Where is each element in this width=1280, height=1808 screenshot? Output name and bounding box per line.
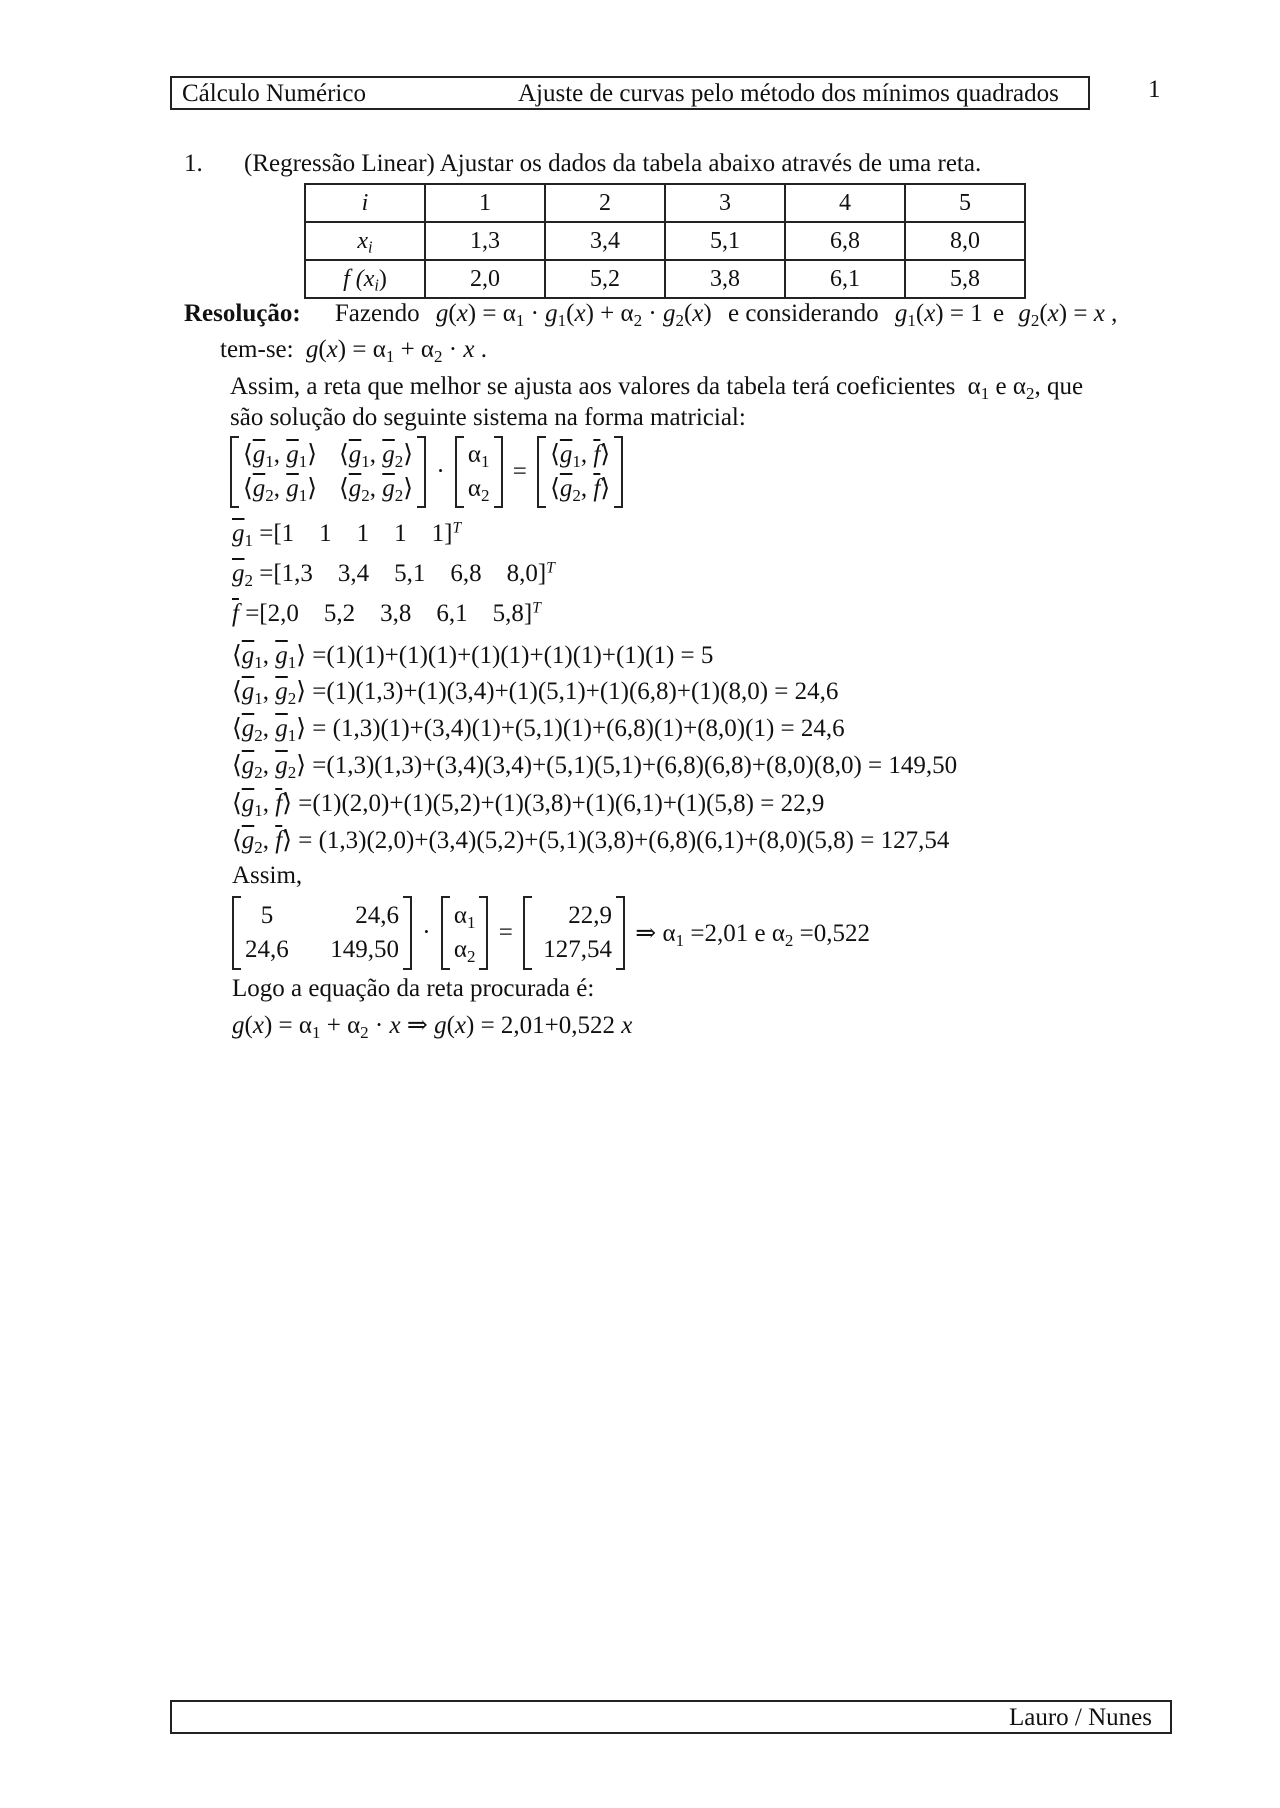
table-cell: 5,1 (665, 222, 785, 260)
inner-product-g2g2: $⟨\overline{g}_2$, $\overline{g}_2⟩ =(1,3)(1,3)+(3,4)(3,4)+(5,1)(5,1)+(6,8)(6,8)+(8,0)(8,0) = 149,50$ (232, 752, 958, 782)
inner-product-g2g1: $⟨\overline{g}_2$, $\overline{g}_1⟩ = (1,3)(1)+(3,4)(1)+(5,1)(1)+(6,8)(1)+(8,0)(1) = 24,6$ (232, 715, 845, 745)
numeric-matrix-system: 5 24,6 24,6 149,50 · $\alpha_1$ $\alpha_2$ = 22,9 127,54 ⇒ $\alpha_1 =2,01$ e $\alpha_2 =0,522$ (232, 896, 874, 970)
inner-product-g1f-value: =(1)(2,0)+(1)(5,2)+(1)(3,8)+(1)(6,1)+(1)(5,8) = 22,9 (298, 790, 825, 817)
row-label-f-sub: i (374, 275, 379, 295)
header-box (170, 76, 1090, 110)
general-model-equation: $g(x) = \alpha_1 \cdot g_1(x) + \alpha_2 \cdot g_2(x)$ (435, 300, 712, 330)
alpha1-value: =2,01 (690, 920, 749, 947)
row-label-f-text: f (x (343, 265, 375, 292)
matrix-a11: 5 (260, 902, 274, 929)
row-label-x-text: x (357, 227, 369, 254)
alpha2-value: =0,522 (799, 920, 871, 947)
inner-product-g1f: $⟨\overline{g}_1$, $\overline{f}⟩ =(1)(2,0)+(1)(5,2)+(1)(3,8)+(1)(6,1)+(1)(5,8) = 22,9$ (232, 790, 825, 820)
table-cell: 2 (545, 184, 665, 222)
matrix-a12: 24,6 (355, 902, 399, 929)
result-e: e (754, 920, 766, 947)
table-cell: 3,8 (665, 260, 785, 298)
problem-statement: (Regressão Linear) Ajustar os dados da tabela abaixo através de uma reta. (244, 150, 982, 177)
page-number: 1 (1148, 76, 1161, 103)
alpha-vector: $\alpha_1$ $\alpha_2$ (455, 436, 503, 508)
transpose-mark: T (452, 519, 462, 537)
alpha-symbols: $\alpha_1$ e $\alpha_2$ (967, 373, 1035, 403)
left-bracket (230, 436, 239, 508)
numeric-rhs-vector (523, 896, 625, 970)
resolution-considerando: e considerando (727, 300, 879, 327)
final-equation-result: = 2,01+0,522 (480, 1012, 616, 1039)
table-cell: 2,0 (425, 260, 545, 298)
table-cell: 1 (425, 184, 545, 222)
inner-product-g1g2-value: =(1)(1,3)+(1)(3,4)+(1)(5,1)+(1)(6,8)+(1)(8,0) = 24,6 (312, 678, 839, 705)
row-label-f (305, 260, 425, 298)
temse-line (220, 336, 487, 364)
topic-title: Ajuste de curvas pelo método dos mínimos quadrados (518, 80, 1059, 107)
linear-model-equation: $g(x) = \alpha_1 + \alpha_2 \cdot x$ . (305, 336, 487, 366)
table-cell: 8,0 (905, 222, 1025, 260)
vector-g1-value: =[1 1 1 1 1] (259, 520, 453, 547)
gram-matrix: $⟨\overline{g}_1$, $\overline{g}_1⟩$ $⟨\overline{g}_1$, $\overline{g}_2⟩$ $⟨\overline{g}_2$, $\overline{g}_1⟩$ $⟨\overline{g}_2$, $\overline{g}_2⟩$ (230, 436, 426, 508)
assim-paragraph-2: são solução do seguinte sistema na forma matricial: (230, 404, 746, 431)
inner-product-g1g2: $⟨\overline{g}_1$, $\overline{g}_2⟩ =(1)(1,3)+(1)(3,4)+(1)(5,1)+(1)(6,8)+(1)(8,0) = 24,6$ (232, 678, 839, 708)
inner-product-g2f-value: = (1,3)(2,0)+(3,4)(5,2)+(5,1)(3,8)+(6,8)(6,1)+(8,0)(5,8) = 127,54 (298, 827, 950, 854)
numeric-alpha-vector: $\alpha_1$ $\alpha_2$ (441, 896, 489, 970)
assim-label: Assim, (232, 862, 303, 889)
vector-f-value: =[2,0 5,2 3,8 6,1 5,8] (245, 600, 533, 627)
rhs-b1: 22,9 (568, 902, 613, 929)
table-row-x (305, 222, 1025, 260)
table-cell: 3,4 (545, 222, 665, 260)
inner-product-g2g1-value: = (1,3)(1)+(3,4)(1)+(5,1)(1)+(6,8)(1)+(8,0)(1) = 24,6 (312, 715, 845, 742)
inner-product-g2g2-value: =(1,3)(1,3)+(3,4)(3,4)+(5,1)(5,1)+(6,8)(6,8)+(8,0)(8,0) = 149,50 (312, 752, 958, 779)
resolution-e: e (992, 300, 1005, 327)
matrix-a21: 24,6 (245, 936, 289, 963)
table-cell: 4 (785, 184, 905, 222)
table-cell: 1,3 (425, 222, 545, 260)
matrix-a22: 149,50 (330, 936, 399, 963)
implies-result: ⇒ $\alpha_1 =2,01$ e $\alpha_2 =0,522$ (635, 920, 871, 950)
resolution-line (184, 300, 1117, 328)
footer-box (170, 1700, 1172, 1734)
table-row-f (305, 260, 1025, 298)
data-table (304, 183, 1026, 299)
table-row-i (305, 184, 1025, 222)
course-title: Cálculo Numérico (182, 80, 366, 107)
table-cell: 6,8 (785, 222, 905, 260)
resolution-fazendo: Fazendo (334, 300, 420, 327)
assim-text-1: Assim, a reta que melhor se ajusta aos valores da tabela terá coeficientes (230, 373, 956, 400)
problem-number: 1. (184, 150, 203, 177)
table-cell: 5,2 (545, 260, 665, 298)
vector-g2: $\overline{g}_2 =[1,3$ 3,4 5,1 6,8 8,0]$^T$ (232, 559, 555, 590)
logo-label: Logo a equação da reta procurada é: (232, 975, 595, 1002)
inner-product-g2f: $⟨\overline{g}_2$, $\overline{f}⟩ = (1,3)(2,0)+(3,4)(5,2)+(5,1)(3,8)+(6,8)(6,1)+(8,0)(5,8) = 127,54$ (232, 827, 950, 857)
g1-definition: $g_1(x) = 1$ (894, 300, 983, 330)
assim-text-que: , que (1034, 373, 1084, 400)
symbolic-matrix-system: $⟨\overline{g}_1$, $\overline{g}_1⟩$ $⟨\overline{g}_1$, $\overline{g}_2⟩$ $⟨\overline{g}_2$, $\overline{g}_1⟩$ $⟨\overline{g}_2$, $\overline{g}_2⟩$ · $\alpha_1$ $\alpha_2$ = $⟨\overline{g}_1$, $\overline{f}⟩$ $⟨\overline{g}_2$, $\overline{f}⟩$ (230, 436, 623, 508)
transpose-mark: T (546, 559, 555, 577)
table-cell: 3 (665, 184, 785, 222)
temse-label: tem-se: (220, 336, 294, 363)
rhs-vector: $⟨\overline{g}_1$, $\overline{f}⟩$ $⟨\overline{g}_2$, $\overline{f}⟩$ (537, 436, 623, 508)
inner-product-g1g1: $⟨\overline{g}_1$, $\overline{g}_1⟩ =(1)(1)+(1)(1)+(1)(1)+(1)(1)+(1)(1) = 5$ (232, 642, 714, 672)
vector-g1: $\overline{g}_1 =[1$ 1 1 1 1]$^T$ (232, 519, 462, 550)
assim-paragraph-1 (230, 373, 1083, 401)
g2-definition: $g_2(x) = x$ , (1018, 300, 1118, 330)
right-bracket (417, 436, 426, 508)
final-equation: $g(x) = \alpha_1 + \alpha_2 \cdot x$ ⇒ g(x) = 2,01+0,522 x (232, 1012, 633, 1042)
row-label-x-sub: i (368, 237, 373, 257)
row-label-f-close: ) (378, 265, 387, 292)
row-label-i: i (305, 184, 425, 222)
rhs-b2: 127,54 (543, 936, 613, 963)
table-cell: 5,8 (905, 260, 1025, 298)
table-cell: 6,1 (785, 260, 905, 298)
transpose-mark: T (532, 599, 541, 617)
vector-f: $\overline{f} =[2,0$ 5,2 3,8 6,1 5,8]$^T$ (232, 599, 541, 627)
row-label-x (305, 222, 425, 260)
numeric-gram-matrix (232, 896, 412, 970)
inner-product-g1g1-value: =(1)(1)+(1)(1)+(1)(1)+(1)(1)+(1)(1) = 5 (312, 642, 714, 669)
vector-g2-value: =[1,3 3,4 5,1 6,8 8,0] (259, 560, 547, 587)
table-cell: 5 (905, 184, 1025, 222)
resolution-label: Resolução: (184, 300, 301, 327)
footer-authors: Lauro / Nunes (1008, 1704, 1152, 1731)
